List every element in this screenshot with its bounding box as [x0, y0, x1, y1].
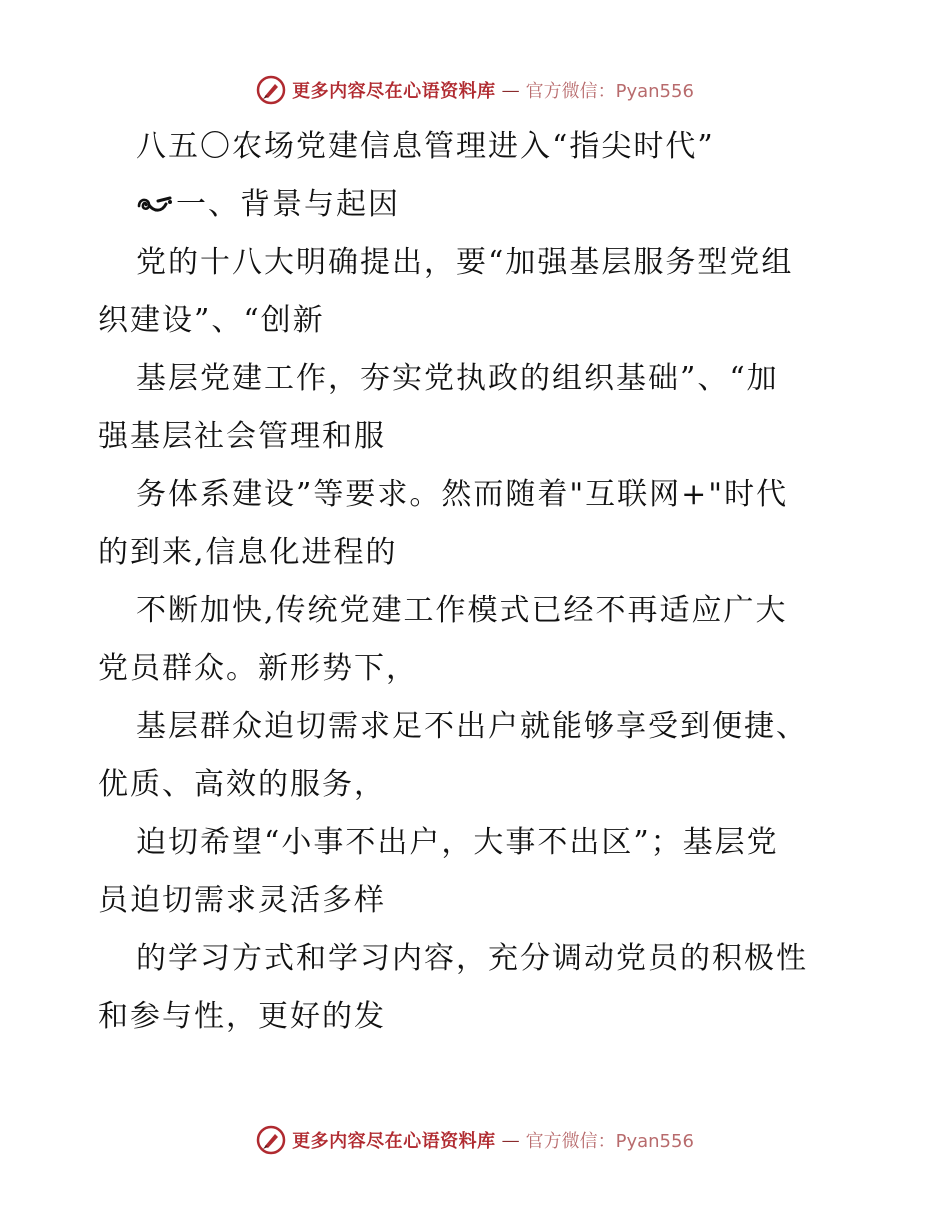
- pen-nib-logo-icon: [256, 1125, 286, 1155]
- banner-wechat-text: 官方微信：Pyan556: [525, 1131, 694, 1152]
- text-line: 不断加快,传统党建工作模式已经不再适应广大: [136, 593, 788, 628]
- text-line: 的到来,信息化进程的: [98, 535, 398, 570]
- banner-separator: —: [501, 1129, 520, 1151]
- pen-nib-logo-icon: [256, 75, 286, 105]
- section-heading: [98, 176, 858, 234]
- text-line: 和参与性，更好的发: [98, 999, 386, 1034]
- text-line: 员迫切需求灵活多样: [98, 883, 386, 918]
- text-line: 基层群众迫切需求足不出户就能够享受到便捷、: [136, 709, 808, 744]
- text-line: 强基层社会管理和服: [98, 419, 386, 454]
- banner-main-text: 更多内容尽在心语资料库: [292, 81, 496, 102]
- banner-main-text: 更多内容尽在心语资料库: [292, 1131, 496, 1152]
- text-line: 的学习方式和学习内容，充分调动党员的积极性: [136, 941, 808, 976]
- text-line: 优质、高效的服务，: [98, 767, 386, 802]
- document-body: [98, 118, 858, 1046]
- section-heading-text: 一、背景与起因: [176, 187, 400, 222]
- banner-wechat-text: 官方微信：Pyan556: [525, 81, 694, 102]
- paragraph: [98, 234, 858, 1046]
- text-line: 织建设”、“创新: [98, 303, 325, 338]
- text-line: 党员群众。新形势下，: [98, 651, 418, 686]
- text-line: 党的十八大明确提出，要“加强基层服务型党组: [136, 245, 794, 280]
- text-line: 基层党建工作，夯实党执政的组织基础”、“加: [136, 361, 779, 396]
- text-line: 务体系建设”等要求。然而随着"互联网+"时代: [136, 477, 789, 512]
- swirl-ornament-icon: [136, 192, 174, 218]
- banner-separator: —: [501, 79, 520, 101]
- footer-banner: [0, 1120, 950, 1160]
- document-title: 八五〇农场党建信息管理进入“指尖时代”: [136, 129, 715, 164]
- header-banner: [0, 70, 950, 110]
- text-line: 迫切希望“小事不出户，大事不出区”；基层党: [136, 825, 779, 860]
